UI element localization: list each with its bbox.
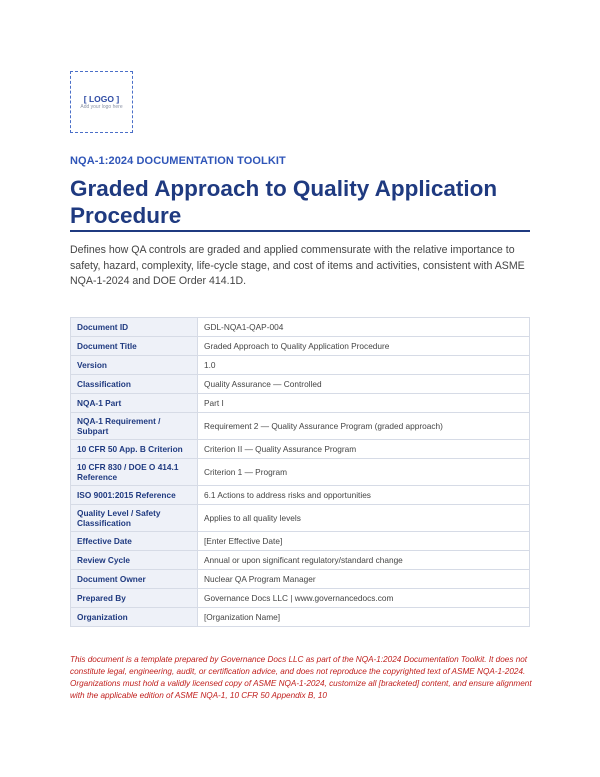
- row-label: NQA-1 Part: [71, 394, 198, 413]
- row-value: Criterion 1 — Program: [198, 459, 530, 486]
- table-row: [71, 551, 530, 570]
- row-value: Governance Docs LLC | www.governancedocs.com: [198, 589, 530, 608]
- table-row: [71, 532, 530, 551]
- row-value: [Enter Effective Date]: [198, 532, 530, 551]
- logo-placeholder[interactable]: [70, 71, 133, 133]
- table-row: [71, 356, 530, 375]
- row-value: Requirement 2 — Quality Assurance Program (graded approach): [198, 413, 530, 440]
- row-value: 1.0: [198, 356, 530, 375]
- table-row: [71, 337, 530, 356]
- row-value: Quality Assurance — Controlled: [198, 375, 530, 394]
- table-row: [71, 440, 530, 459]
- table-row: [71, 318, 530, 337]
- row-value: GDL-NQA1-QAP-004: [198, 318, 530, 337]
- row-label: Document Title: [71, 337, 198, 356]
- row-label: Review Cycle: [71, 551, 198, 570]
- document-description: Defines how QA controls are graded and applied commensurate with the relative importance to safety, hazard, complexity, life-cycle stage, and cost of items and activities, consistent with ASME NQA-1-2024 and DOE Order 414.1D.: [70, 244, 525, 287]
- table-row: [71, 459, 530, 486]
- row-label: Classification: [71, 375, 198, 394]
- row-value: Part I: [198, 394, 530, 413]
- row-value: Graded Approach to Quality Application Procedure: [198, 337, 530, 356]
- row-label: Document Owner: [71, 570, 198, 589]
- row-label: Document ID: [71, 318, 198, 337]
- row-label: 10 CFR 50 App. B Criterion: [71, 440, 198, 459]
- row-label: Prepared By: [71, 589, 198, 608]
- logo-label: [ LOGO ]: [83, 93, 120, 104]
- row-label: 10 CFR 830 / DOE O 414.1 Reference: [71, 459, 198, 486]
- table-row: [71, 486, 530, 505]
- row-value: [Organization Name]: [198, 608, 530, 627]
- row-value: Annual or upon significant regulatory/standard change: [198, 551, 530, 570]
- table-row: [71, 413, 530, 440]
- row-label: Version: [71, 356, 198, 375]
- row-label: Organization: [71, 608, 198, 627]
- logo-hint: Add your logo here: [80, 103, 123, 110]
- row-label: NQA-1 Requirement / Subpart: [71, 413, 198, 440]
- row-value: Nuclear QA Program Manager: [198, 570, 530, 589]
- table-row: [71, 375, 530, 394]
- table-row: [71, 608, 530, 627]
- document-metadata-table: [70, 317, 530, 627]
- row-label: ISO 9001:2015 Reference: [71, 486, 198, 505]
- template-disclaimer: This document is a template prepared by Governance Docs LLC as part of the NQA-1:2024 Documentation Toolkit. It does not constitute legal, engineering, audit, or certification advice, and does not reproduce the copyrighted text of ASME NQA-1-2024. Organizations must hold a validly licensed copy of ASME NQA-1-2024, customize all [bracketed] content, and ensure alignment with the applicable edition of ASME NQA-1, 10 CFR 50 Appendix B, 10: [70, 655, 532, 700]
- table-row: [71, 570, 530, 589]
- table-row: [71, 589, 530, 608]
- row-label: Effective Date: [71, 532, 198, 551]
- document-title: Graded Approach to Quality Application Procedure: [70, 176, 498, 228]
- row-value: 6.1 Actions to address risks and opportunities: [198, 486, 530, 505]
- toolkit-kicker: NQA-1:2024 DOCUMENTATION TOOLKIT: [70, 155, 286, 167]
- row-value: Criterion II — Quality Assurance Program: [198, 440, 530, 459]
- table-row: [71, 505, 530, 532]
- row-label: Quality Level / Safety Classification: [71, 505, 198, 532]
- title-divider: [70, 230, 530, 232]
- row-value: Applies to all quality levels: [198, 505, 530, 532]
- table-row: [71, 394, 530, 413]
